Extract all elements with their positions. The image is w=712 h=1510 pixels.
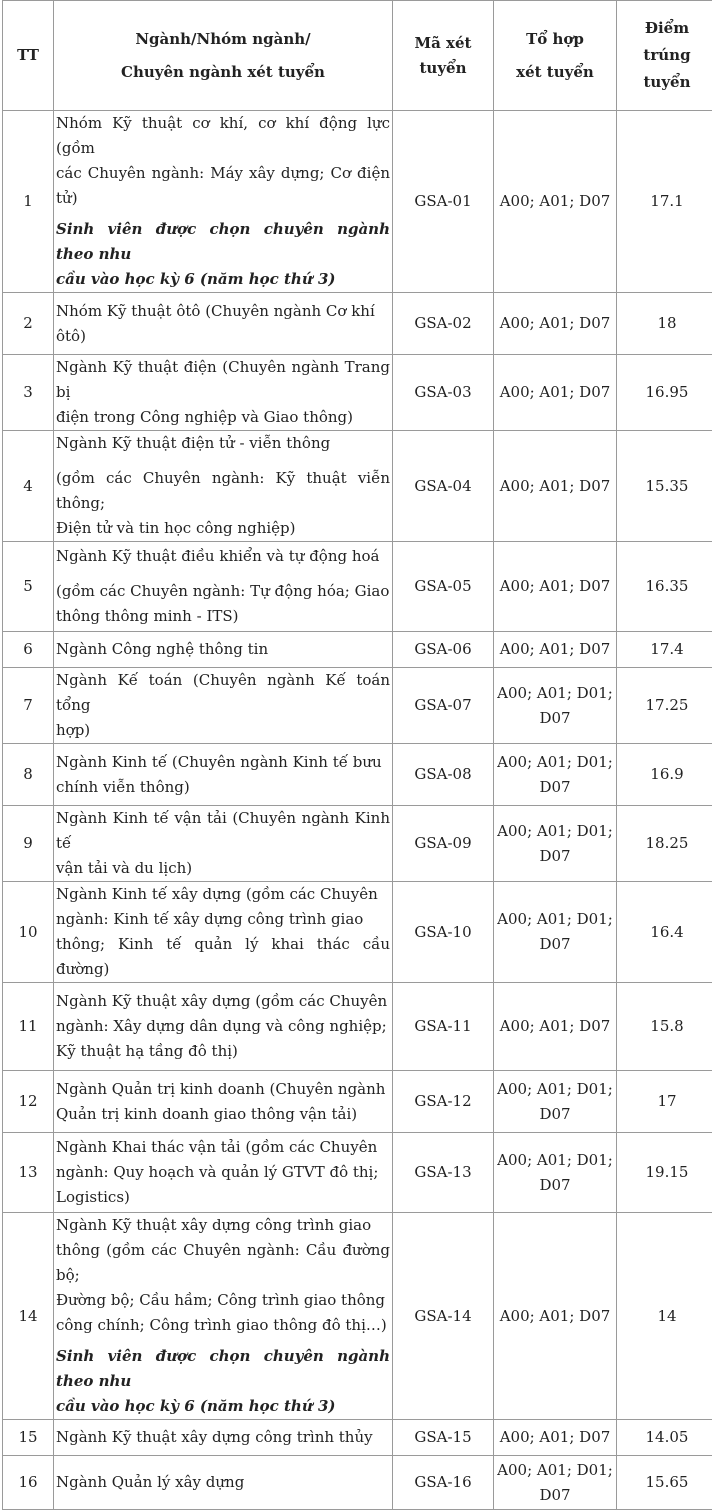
major-note-line: Sinh viên được chọn chuyên ngành theo nhu [56, 217, 390, 267]
subject-combination-line: D07 [496, 775, 614, 800]
major-note-line: cầu vào học kỳ 6 (năm học thứ 3) [56, 1394, 390, 1419]
row-number: 2 [3, 293, 54, 355]
row-number: 4 [3, 431, 54, 542]
major-name-cell [54, 632, 393, 668]
major-name-cell [54, 1213, 393, 1420]
admission-code: GSA-01 [393, 111, 494, 293]
major-name-cell [54, 1133, 393, 1213]
major-name-line: Ngành Công nghệ thông tin [56, 637, 390, 662]
major-name-line: hợp) [56, 718, 390, 743]
subject-combination-line: A00; A01; D01; [496, 1077, 614, 1102]
header-combo-line1: Tổ hợp [496, 27, 614, 52]
cutoff-score: 15.35 [617, 431, 712, 542]
subject-combination: A00; A01; D07 [494, 355, 617, 431]
table-row [3, 806, 712, 882]
major-name-line: Kỹ thuật hạ tầng đô thị) [56, 1039, 390, 1064]
major-name-line: chính viễn thông) [56, 775, 390, 800]
subject-combination: A00; A01; D07 [494, 1420, 617, 1456]
major-name-cell [54, 1071, 393, 1133]
major-name-line: Ngành Khai thác vận tải (gồm các Chuyên [56, 1135, 390, 1160]
subject-combination-line: D07 [496, 844, 614, 869]
table-row [3, 1133, 712, 1213]
major-name-line: Nhóm Kỹ thuật ôtô (Chuyên ngành Cơ khí [56, 299, 390, 324]
table-row [3, 1420, 712, 1456]
admission-code: GSA-10 [393, 882, 494, 983]
subject-combination-line: D07 [496, 1173, 614, 1198]
major-name-line: Ngành Kỹ thuật điện tử - viễn thông [56, 431, 390, 456]
subject-combination [494, 668, 617, 744]
major-name-line: các Chuyên ngành: Máy xây dựng; Cơ điện tử) [56, 161, 390, 211]
admission-code: GSA-11 [393, 983, 494, 1071]
admission-code: GSA-09 [393, 806, 494, 882]
table-row [3, 632, 712, 668]
major-name-line: Ngành Kỹ thuật xây dựng công trình thủy [56, 1425, 390, 1450]
table-row [3, 293, 712, 355]
row-number: 7 [3, 668, 54, 744]
major-name-cell [54, 355, 393, 431]
major-name-line: công chính; Công trình giao thông đô thị…) [56, 1313, 390, 1338]
header-code-line2: tuyển [395, 56, 491, 81]
major-name-line: thông (gồm các Chuyên ngành: Cầu đường bộ; [56, 1238, 390, 1288]
admission-code: GSA-04 [393, 431, 494, 542]
row-number: 11 [3, 983, 54, 1071]
subject-combination: A00; A01; D07 [494, 111, 617, 293]
subject-combination-line: D07 [496, 1483, 614, 1508]
table-row [3, 882, 712, 983]
row-number: 3 [3, 355, 54, 431]
table-row [3, 744, 712, 806]
cutoff-score: 16.35 [617, 542, 712, 632]
cutoff-score: 16.9 [617, 744, 712, 806]
major-name-cell [54, 111, 393, 293]
cutoff-score: 14.05 [617, 1420, 712, 1456]
major-name-line: Ngành Kỹ thuật điều khiển và tự động hoá [56, 544, 390, 569]
header-combo [494, 1, 617, 111]
subject-combination: A00; A01; D07 [494, 632, 617, 668]
row-number: 5 [3, 542, 54, 632]
major-name-line: ngành: Kinh tế xây dựng công trình giao [56, 907, 390, 932]
major-name-line: (gồm các Chuyên ngành: Tự động hóa; Giao [56, 579, 390, 604]
admission-code: GSA-15 [393, 1420, 494, 1456]
subject-combination-line: A00; A01; D01; [496, 1148, 614, 1173]
table-row [3, 355, 712, 431]
major-name-line: Ngành Kỹ thuật xây dựng (gồm các Chuyên [56, 989, 390, 1014]
row-number: 15 [3, 1420, 54, 1456]
admission-code: GSA-14 [393, 1213, 494, 1420]
major-name-cell [54, 882, 393, 983]
row-number: 16 [3, 1456, 54, 1510]
admission-code: GSA-02 [393, 293, 494, 355]
major-name-line: Ngành Kế toán (Chuyên ngành Kế toán tổng [56, 668, 390, 718]
subject-combination-line: A00; A01; D01; [496, 1458, 614, 1483]
major-name-cell [54, 1456, 393, 1510]
row-number: 10 [3, 882, 54, 983]
cutoff-score: 16.95 [617, 355, 712, 431]
major-name-line: Ngành Quản lý xây dựng [56, 1470, 390, 1495]
admission-code: GSA-16 [393, 1456, 494, 1510]
major-note-line: cầu vào học kỳ 6 (năm học thứ 3) [56, 267, 390, 292]
cutoff-score: 18 [617, 293, 712, 355]
admission-code: GSA-05 [393, 542, 494, 632]
cutoff-score: 17 [617, 1071, 712, 1133]
major-name-line: Ngành Kỹ thuật điện (Chuyên ngành Trang bị [56, 355, 390, 405]
table-row [3, 1071, 712, 1133]
admission-score-table [2, 0, 712, 1510]
row-number: 13 [3, 1133, 54, 1213]
header-tt: TT [3, 1, 54, 111]
subject-combination [494, 882, 617, 983]
table-row [3, 111, 712, 293]
subject-combination [494, 1456, 617, 1510]
subject-combination: A00; A01; D07 [494, 542, 617, 632]
major-name-line: Quản trị kinh doanh giao thông vận tải) [56, 1102, 390, 1127]
admission-code: GSA-07 [393, 668, 494, 744]
major-name-line: Đường bộ; Cầu hầm; Công trình giao thông [56, 1288, 390, 1313]
major-name-line: thông thông minh - ITS) [56, 604, 390, 629]
major-name-line: vận tải và du lịch) [56, 856, 390, 881]
major-name-line: (gồm các Chuyên ngành: Kỹ thuật viễn thông; [56, 466, 390, 516]
major-name-line: Ngành Kỹ thuật xây dựng công trình giao [56, 1213, 390, 1238]
major-name-line: ngành: Xây dựng dân dụng và công nghiệp; [56, 1014, 390, 1039]
subject-combination [494, 1071, 617, 1133]
cutoff-score: 15.8 [617, 983, 712, 1071]
admission-code: GSA-06 [393, 632, 494, 668]
cutoff-score: 19.15 [617, 1133, 712, 1213]
table-row [3, 1456, 712, 1510]
admission-code: GSA-13 [393, 1133, 494, 1213]
cutoff-score: 17.1 [617, 111, 712, 293]
subject-combination-line: D07 [496, 706, 614, 731]
subject-combination [494, 744, 617, 806]
major-name-cell [54, 983, 393, 1071]
admission-code: GSA-08 [393, 744, 494, 806]
major-name-line: thông; Kinh tế quản lý khai thác cầu đường) [56, 932, 390, 982]
table-row [3, 1213, 712, 1420]
subject-combination: A00; A01; D07 [494, 1213, 617, 1420]
major-note-line: Sinh viên được chọn chuyên ngành theo nhu [56, 1344, 390, 1394]
row-number: 14 [3, 1213, 54, 1420]
table-row [3, 983, 712, 1071]
major-name-line: Ngành Kinh tế vận tải (Chuyên ngành Kinh tế [56, 806, 390, 856]
header-score-line3: tuyển [619, 70, 712, 95]
major-name-line: Logistics) [56, 1185, 390, 1210]
subject-combination-line: A00; A01; D01; [496, 819, 614, 844]
header-combo-line2: xét tuyển [496, 60, 614, 85]
admission-code: GSA-12 [393, 1071, 494, 1133]
major-name-line: ôtô) [56, 324, 390, 349]
major-name-line: Nhóm Kỹ thuật cơ khí, cơ khí động lực (gồm [56, 111, 390, 161]
subject-combination: A00; A01; D07 [494, 293, 617, 355]
major-name-line: Ngành Kinh tế (Chuyên ngành Kinh tế bưu [56, 750, 390, 775]
cutoff-score: 16.4 [617, 882, 712, 983]
subject-combination [494, 806, 617, 882]
major-name-line: Ngành Kinh tế xây dựng (gồm các Chuyên [56, 882, 390, 907]
subject-combination-line: A00; A01; D01; [496, 907, 614, 932]
admission-code: GSA-03 [393, 355, 494, 431]
row-number: 9 [3, 806, 54, 882]
major-name-line: Điện tử và tin học công nghiệp) [56, 516, 390, 541]
row-number: 1 [3, 111, 54, 293]
subject-combination: A00; A01; D07 [494, 983, 617, 1071]
header-major [54, 1, 393, 111]
header-score-line2: trúng [619, 43, 712, 68]
table-row [3, 668, 712, 744]
subject-combination-line: A00; A01; D01; [496, 750, 614, 775]
major-name-cell [54, 1420, 393, 1456]
major-name-cell [54, 293, 393, 355]
table-row [3, 431, 712, 542]
cutoff-score: 17.4 [617, 632, 712, 668]
cutoff-score: 18.25 [617, 806, 712, 882]
cutoff-score: 17.25 [617, 668, 712, 744]
subject-combination-line: A00; A01; D01; [496, 681, 614, 706]
cutoff-score: 14 [617, 1213, 712, 1420]
header-code-line1: Mã xét [395, 31, 491, 56]
major-name-cell [54, 668, 393, 744]
subject-combination-line: D07 [496, 932, 614, 957]
subject-combination [494, 1133, 617, 1213]
major-name-cell [54, 744, 393, 806]
header-code [393, 1, 494, 111]
header-score [617, 1, 712, 111]
row-number: 8 [3, 744, 54, 806]
major-name-line: ngành: Quy hoạch và quản lý GTVT đô thị; [56, 1160, 390, 1185]
row-number: 12 [3, 1071, 54, 1133]
major-name-cell [54, 542, 393, 632]
header-major-line1: Ngành/Nhóm ngành/ [56, 27, 390, 52]
subject-combination-line: D07 [496, 1102, 614, 1127]
table-header-row [3, 1, 712, 111]
subject-combination: A00; A01; D07 [494, 431, 617, 542]
major-name-cell [54, 431, 393, 542]
major-name-line: Ngành Quản trị kinh doanh (Chuyên ngành [56, 1077, 390, 1102]
major-name-line: điện trong Công nghiệp và Giao thông) [56, 405, 390, 430]
header-major-line2: Chuyên ngành xét tuyển [56, 60, 390, 85]
header-score-line1: Điểm [619, 16, 712, 41]
major-name-cell [54, 806, 393, 882]
row-number: 6 [3, 632, 54, 668]
cutoff-score: 15.65 [617, 1456, 712, 1510]
table-row [3, 542, 712, 632]
table-body [3, 111, 712, 1510]
